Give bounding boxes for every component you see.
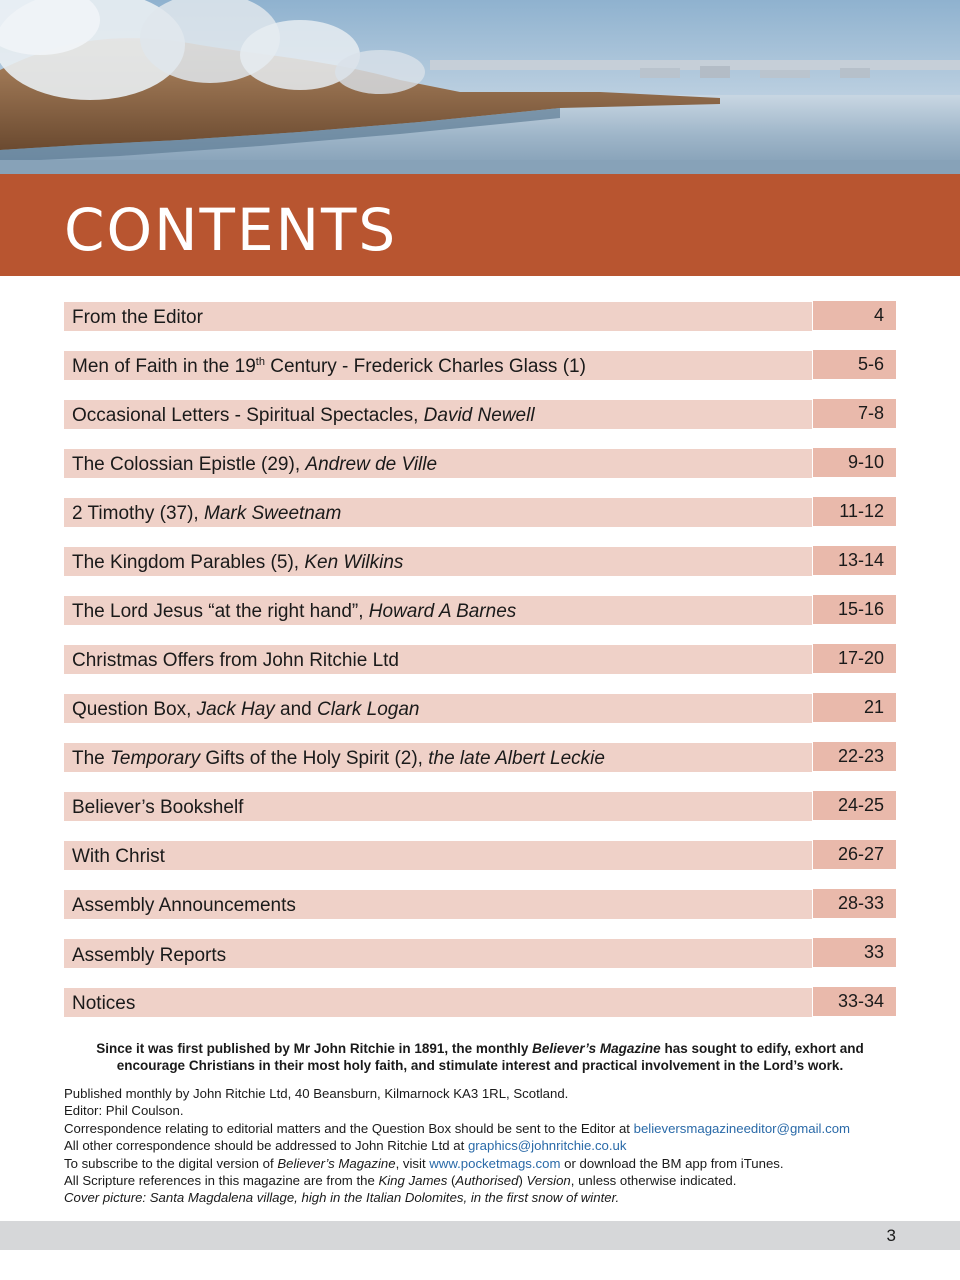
entry-title-box bbox=[64, 988, 812, 1017]
entry-author: Andrew de Ville bbox=[305, 454, 438, 475]
contents-entry[interactable] bbox=[64, 448, 896, 479]
entry-title-box bbox=[64, 939, 812, 968]
entry-page-number: 17-20 bbox=[837, 648, 884, 668]
editorial-correspondence-line bbox=[64, 1120, 914, 1137]
entry-page-box bbox=[813, 301, 896, 330]
entry-title-box bbox=[64, 302, 812, 331]
entry-title bbox=[72, 650, 399, 672]
entry-title bbox=[72, 356, 586, 378]
entry-page-box bbox=[813, 546, 896, 575]
graphics-email-link[interactable]: graphics@johnritchie.co.uk bbox=[467, 1138, 627, 1154]
entry-title bbox=[72, 895, 296, 917]
entry-page-number: 26-27 bbox=[837, 844, 884, 864]
entry-author: Howard A Barnes bbox=[368, 601, 517, 622]
contents-entry[interactable] bbox=[64, 595, 896, 626]
entry-title-part: 2 Timothy (37), bbox=[72, 503, 204, 524]
entry-page-number: 15-16 bbox=[837, 599, 884, 619]
title-band bbox=[0, 174, 960, 276]
entry-page-number: 5-6 bbox=[857, 354, 884, 374]
contents-entry[interactable] bbox=[64, 693, 896, 724]
entry-title-box bbox=[64, 890, 812, 919]
entry-title bbox=[72, 699, 419, 721]
entry-page-number: 7-8 bbox=[857, 403, 884, 423]
contents-entry[interactable] bbox=[64, 987, 896, 1018]
entry-title bbox=[72, 552, 403, 574]
entry-author: the late Albert Leckie bbox=[428, 748, 605, 769]
blurb-text-before: Since it was first published by Mr John Ritchie in 1891, the monthly bbox=[96, 1041, 533, 1056]
entry-page-box bbox=[813, 399, 896, 428]
entry-author: Temporary bbox=[110, 748, 201, 769]
entry-page-box bbox=[813, 889, 896, 918]
entry-title-part: Assembly Announcements bbox=[72, 895, 296, 916]
entry-title-box bbox=[64, 351, 812, 380]
entry-title-part: Men of Faith in the 19 bbox=[72, 356, 256, 377]
entry-title-part: Believer’s Bookshelf bbox=[72, 797, 244, 818]
publication-info bbox=[64, 1085, 914, 1207]
entry-title-box bbox=[64, 792, 812, 821]
entry-title bbox=[72, 307, 203, 329]
entry-page-number: 13-14 bbox=[837, 550, 884, 570]
entry-title-part: Question Box, bbox=[72, 699, 197, 720]
entry-title-box bbox=[64, 498, 812, 527]
entry-title bbox=[72, 993, 135, 1015]
entry-page-box bbox=[813, 742, 896, 771]
entry-page-box bbox=[813, 350, 896, 379]
entry-title-part: Notices bbox=[72, 993, 136, 1014]
contents-entry[interactable] bbox=[64, 840, 896, 871]
cover-picture-caption: Cover picture: Santa Magdalena village, high in the Italian Dolomites, in the first snow of winter. bbox=[64, 1190, 620, 1206]
scripture-authorised: Authorised bbox=[455, 1173, 519, 1189]
entry-title bbox=[72, 503, 341, 525]
scripture-text-c: ) bbox=[518, 1173, 527, 1189]
contents-entry[interactable] bbox=[64, 399, 896, 430]
entry-title-part: Assembly Reports bbox=[72, 945, 227, 966]
entry-title bbox=[72, 454, 437, 476]
scripture-line bbox=[64, 1172, 914, 1189]
entry-title-part: From the Editor bbox=[72, 307, 203, 328]
contents-list bbox=[64, 301, 896, 1036]
entry-author: Mark Sweetnam bbox=[204, 503, 342, 524]
scripture-king-james: King James bbox=[378, 1173, 448, 1189]
entry-title-part: Century - Frederick Charles Glass (1) bbox=[264, 356, 586, 377]
footer-bar bbox=[0, 1221, 960, 1250]
frozen-lake-winter-photo bbox=[0, 0, 960, 174]
entry-author: Ken Wilkins bbox=[304, 552, 404, 573]
entry-title-box bbox=[64, 645, 812, 674]
entry-title-box bbox=[64, 400, 812, 429]
contents-entry[interactable] bbox=[64, 644, 896, 675]
entry-title-box bbox=[64, 694, 812, 723]
entry-page-box bbox=[813, 840, 896, 869]
entry-title-box bbox=[64, 841, 812, 870]
entry-page-box bbox=[813, 938, 896, 967]
entry-title bbox=[72, 945, 226, 967]
entry-page-box bbox=[813, 987, 896, 1016]
scripture-version: Version bbox=[526, 1173, 571, 1189]
entry-page-number: 33 bbox=[863, 942, 884, 962]
contents-entry[interactable] bbox=[64, 546, 896, 577]
subscribe-text-b: , visit bbox=[395, 1155, 430, 1171]
page-title: CONTENTS bbox=[64, 196, 398, 264]
editorial-correspondence-text: Correspondence relating to editorial matters and the Question Box should be sent to the Editor at bbox=[64, 1120, 634, 1136]
scripture-text-d: , unless otherwise indicated. bbox=[570, 1173, 737, 1189]
entry-page-number: 21 bbox=[863, 697, 884, 717]
published-line: Published monthly by John Ritchie Ltd, 40 Beansburn, Kilmarnock KA3 1RL, Scotland. bbox=[64, 1086, 569, 1101]
entry-title-part: Occasional Letters - Spiritual Spectacles, bbox=[72, 405, 424, 426]
subscribe-magazine-title: Believer’s Magazine bbox=[277, 1155, 396, 1171]
pocketmags-link[interactable]: www.pocketmags.com bbox=[429, 1155, 561, 1171]
contents-entry[interactable] bbox=[64, 791, 896, 822]
entry-page-number: 4 bbox=[873, 305, 884, 325]
magazine-blurb bbox=[64, 1040, 896, 1074]
contents-entry[interactable] bbox=[64, 889, 896, 920]
scripture-text-a: All Scripture references in this magazine are from the bbox=[64, 1173, 379, 1189]
entry-page-number: 24-25 bbox=[837, 795, 884, 815]
editor-email-link[interactable]: believersmagazineeditor@gmail.com bbox=[633, 1120, 851, 1136]
entry-title-part: The Lord Jesus “at the right hand”, bbox=[72, 601, 369, 622]
subscribe-text-a: To subscribe to the digital version of bbox=[64, 1155, 278, 1171]
contents-entry[interactable] bbox=[64, 742, 896, 773]
entry-author: Jack Hay bbox=[196, 699, 275, 720]
entry-title bbox=[72, 405, 535, 427]
blurb-magazine-title: Believer’s Magazine bbox=[532, 1041, 661, 1056]
entry-page-box bbox=[813, 791, 896, 820]
entry-title bbox=[72, 601, 516, 623]
entry-page-box bbox=[813, 448, 896, 477]
entry-page-number: 28-33 bbox=[837, 893, 884, 913]
entry-page-number: 11-12 bbox=[839, 501, 884, 521]
entry-title-part: th bbox=[255, 356, 265, 368]
entry-title-box bbox=[64, 596, 812, 625]
scripture-text-b: ( bbox=[447, 1173, 456, 1189]
contents-entry[interactable] bbox=[64, 497, 896, 528]
entry-title bbox=[72, 748, 605, 770]
cover-picture-line bbox=[64, 1189, 914, 1206]
entry-page-box bbox=[813, 497, 896, 526]
entry-title-box bbox=[64, 449, 812, 478]
blurb-text-after: has sought to edify, exhort and encourage Christians in their most holy faith, and stimulate interest and practical involvement in the Lord’s work. bbox=[116, 1041, 864, 1073]
subscribe-text-c: or download the BM app from iTunes. bbox=[560, 1155, 784, 1171]
contents-entry[interactable] bbox=[64, 301, 896, 332]
entry-title-part: Christmas Offers from John Ritchie Ltd bbox=[72, 650, 399, 671]
entry-page-number: 9-10 bbox=[847, 452, 884, 472]
entry-title-part: With Christ bbox=[72, 846, 165, 867]
editor-line: Editor: Phil Coulson. bbox=[64, 1103, 184, 1119]
entry-page-box bbox=[813, 595, 896, 624]
entry-title-part: The Colossian Epistle (29), bbox=[72, 454, 306, 475]
subscribe-line bbox=[64, 1155, 914, 1172]
entry-author: David Newell bbox=[423, 405, 535, 426]
entry-title-part: The Kingdom Parables (5), bbox=[72, 552, 305, 573]
entry-page-box bbox=[813, 644, 896, 673]
entry-title-box bbox=[64, 743, 812, 772]
other-correspondence-text: All other correspondence should be addressed to John Ritchie Ltd at bbox=[64, 1138, 468, 1154]
contents-entry[interactable] bbox=[64, 938, 896, 969]
entry-title-part: The bbox=[72, 748, 111, 769]
entry-title bbox=[72, 797, 243, 819]
entry-title-part: and bbox=[274, 699, 318, 720]
entry-title-part: Gifts of the Holy Spirit (2), bbox=[200, 748, 429, 769]
entry-page-number: 33-34 bbox=[837, 991, 884, 1011]
other-correspondence-line bbox=[64, 1137, 914, 1154]
page-number: 3 bbox=[886, 1226, 896, 1245]
entry-page-box bbox=[813, 693, 896, 722]
entry-page-number: 22-23 bbox=[837, 746, 884, 766]
contents-entry[interactable] bbox=[64, 350, 896, 381]
entry-title-box bbox=[64, 547, 812, 576]
entry-title bbox=[72, 846, 165, 868]
entry-author: Clark Logan bbox=[317, 699, 420, 720]
